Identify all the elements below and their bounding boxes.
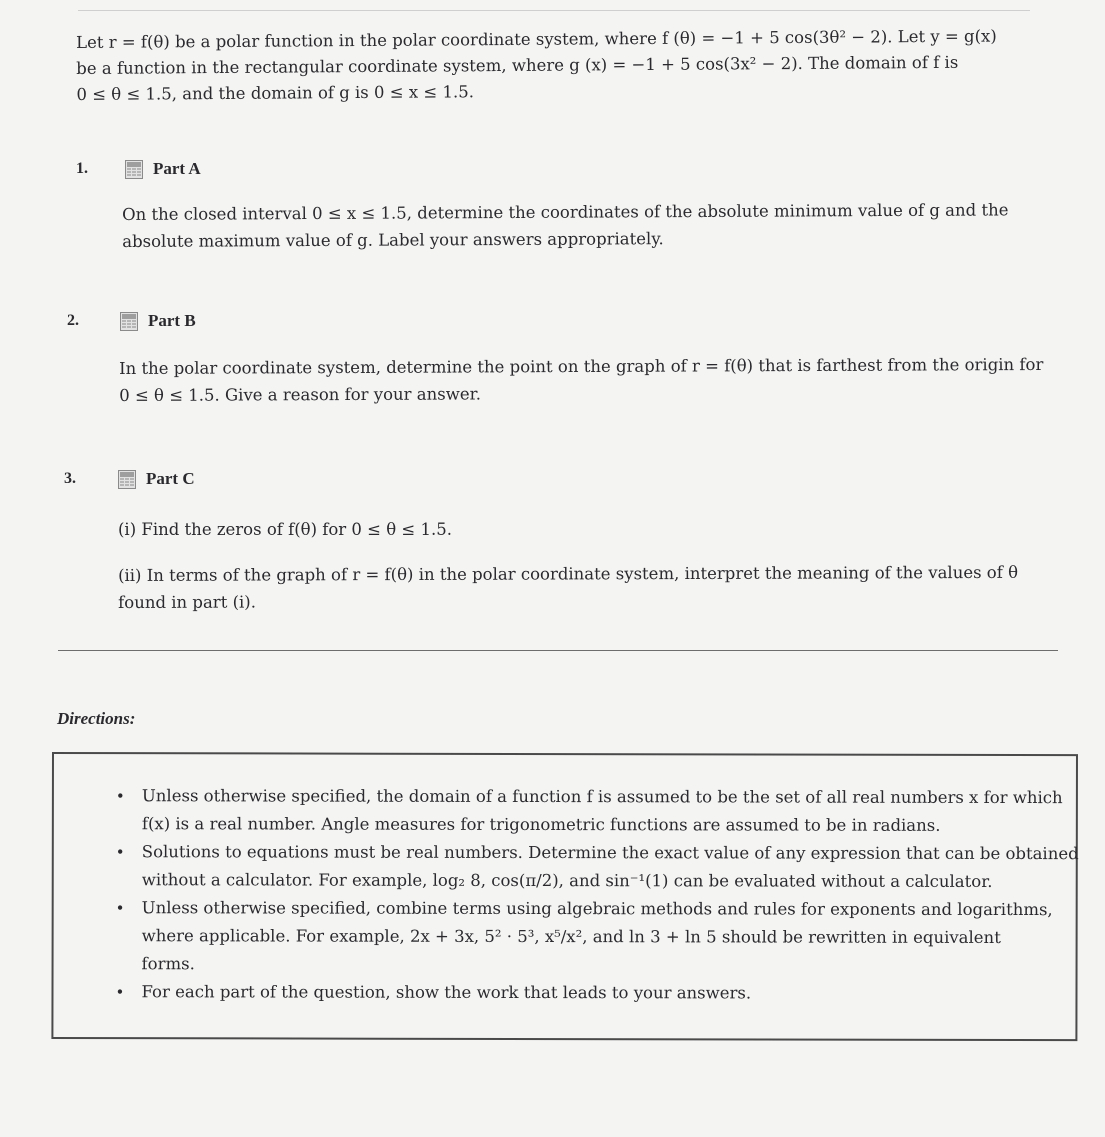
question-number-2: 2.	[67, 312, 79, 329]
part-c-line-ii-2: found in part (i).	[118, 592, 256, 612]
directions-box	[51, 752, 1078, 1041]
directions-item-3	[134, 894, 1054, 980]
part-b-header	[120, 311, 196, 331]
part-a-header	[125, 159, 201, 179]
calculator-icon	[125, 160, 143, 179]
part-a-title: Part A	[153, 159, 201, 178]
part-c-header	[118, 469, 195, 489]
part-c-item-ii	[118, 559, 1018, 616]
part-b-line-1: In the polar coordinate system, determine the point on the graph of r = f(θ) that is farthest from the origin for	[119, 354, 1044, 378]
part-c-line-ii-1: (ii) In terms of the graph of r = f(θ) in the polar coordinate system, interpret the meaning of the values of θ	[118, 562, 1019, 585]
question-number-3: 3.	[64, 470, 76, 487]
part-c-title: Part C	[146, 469, 195, 488]
part-c-line-i: (i) Find the zeros of f(θ) for 0 ≤ θ ≤ 1.5.	[118, 520, 452, 539]
directions-item-4-line-1: • For each part of the question, show the work that leads to your answers.	[141, 982, 752, 1003]
section-divider	[58, 650, 1058, 651]
intro-line-3: 0 ≤ θ ≤ 1.5, and the domain of g is 0 ≤ x ≤ 1.5.	[76, 82, 474, 104]
calculator-icon	[120, 312, 138, 331]
part-a-line-2: absolute maximum value of g. Label your answers appropriately.	[122, 229, 664, 251]
intro-paragraph	[76, 23, 1037, 108]
directions-label: Directions:	[57, 709, 136, 728]
directions-item-3-line-3: forms.	[141, 954, 195, 974]
directions-item-2-line-2: without a calculator. For example, log₂ 8, cos(π/2), and sin⁻¹(1) can be evaluated without a calculator.	[141, 870, 993, 891]
directions-item-2	[134, 838, 1079, 896]
directions-item-1-line-1: • Unless otherwise specified, the domain of a function f is assumed to be the set of all real numbers x for which	[141, 786, 1063, 808]
part-b-text	[119, 351, 1043, 409]
directions-list	[133, 782, 1079, 1008]
top-divider	[78, 10, 1030, 11]
calculator-icon	[118, 470, 136, 489]
part-c-item-i	[118, 516, 452, 543]
part-b-line-2: 0 ≤ θ ≤ 1.5. Give a reason for your answer.	[119, 384, 481, 405]
part-a-text	[122, 196, 1009, 255]
question-number-1: 1.	[76, 160, 88, 177]
directions-item-1	[134, 782, 1063, 840]
part-a-line-1: On the closed interval 0 ≤ x ≤ 1.5, determine the coordinates of the absolute minimum value of g and the	[122, 200, 1009, 224]
directions-item-3-line-1: • Unless otherwise specified, combine terms using algebraic methods and rules for exponents and logarithms,	[141, 898, 1053, 920]
directions-item-2-line-1: • Solutions to equations must be real numbers. Determine the exact value of any expression that can be obtained	[141, 842, 1079, 864]
intro-line-1: Let r = f(θ) be a polar function in the polar coordinate system, where f (θ) = −1 + 5 cos(3θ² − 2). Let y = g(x)	[76, 26, 997, 52]
directions-item-4	[133, 978, 1053, 1008]
directions-item-1-line-2: f(x) is a real number. Angle measures for trigonometric functions are assumed to be in radians.	[141, 814, 941, 835]
directions-item-3-line-2: where applicable. For example, 2x + 3x, 5² · 5³, x⁵/x², and ln 3 + ln 5 should be rewritten in equivalent	[141, 926, 1001, 947]
intro-line-2: be a function in the rectangular coordinate system, where g (x) = −1 + 5 cos(3x² − 2). The domain of f is	[76, 52, 959, 78]
part-b-title: Part B	[148, 311, 196, 330]
